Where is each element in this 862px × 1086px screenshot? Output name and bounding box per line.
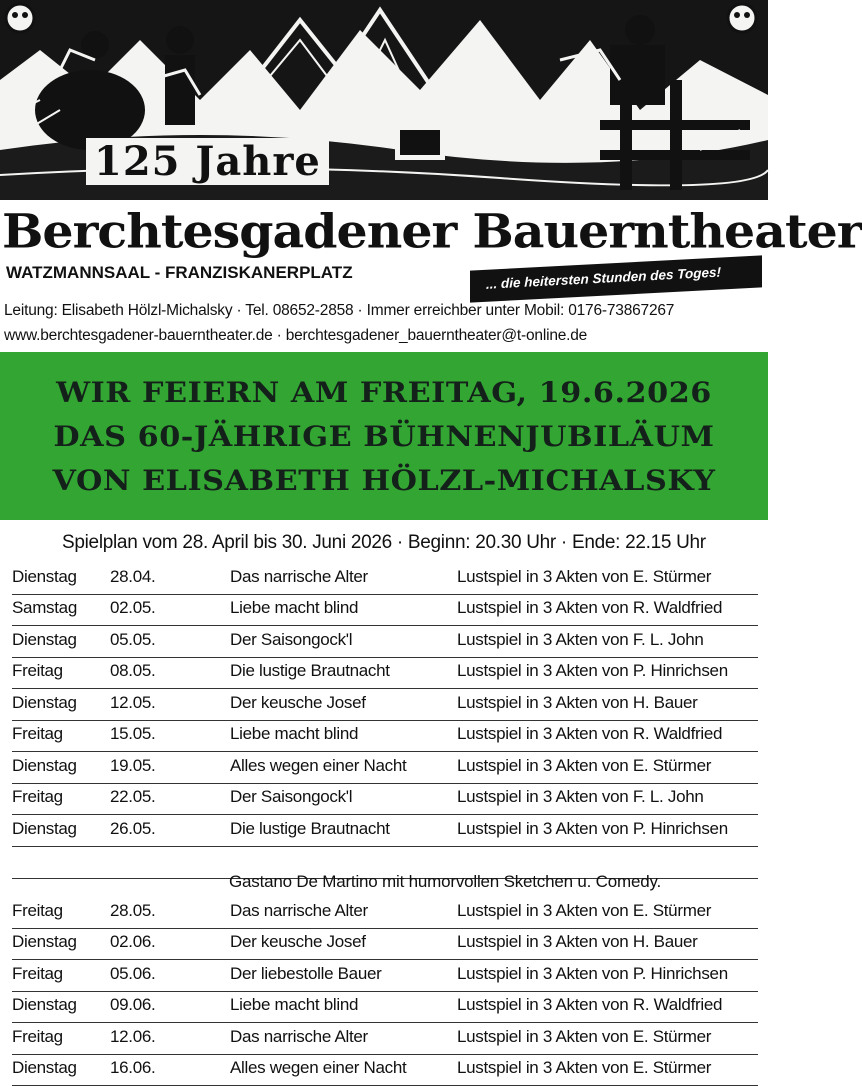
row-day: Dienstag [12, 819, 77, 838]
row-date: 02.05. [110, 598, 156, 617]
row-author: Lustspiel in 3 Akten von H. Bauer [457, 932, 698, 951]
row-author: Lustspiel in 3 Akten von R. Waldfried [457, 598, 723, 617]
row-author: Lustspiel in 3 Akten von R. Waldfried [457, 724, 723, 743]
row-day: Dienstag [12, 995, 77, 1014]
row-day: Dienstag [12, 693, 77, 712]
row-author: Lustspiel in 3 Akten von P. Hinrichsen [457, 819, 728, 838]
row-author: Lustspiel in 3 Akten von F. L. John [457, 787, 704, 806]
row-title: Der keusche Josef [230, 932, 366, 951]
special-event-note: Gastano De Martino mit humorvollen Sketchen u. Comedy. [229, 872, 662, 891]
row-date: 08.05. [110, 661, 156, 680]
table-row [12, 657, 758, 689]
table-row [12, 783, 758, 815]
venue-subtitle: WATZMANNSAAL - FRANZISKANERPLATZ [6, 263, 353, 282]
row-day: Dienstag [12, 932, 77, 951]
table-row [12, 626, 758, 658]
row-author: Lustspiel in 3 Akten von P. Hinrichsen [457, 661, 728, 680]
banner-line-3: VON ELISABETH HÖLZL-MICHALSKY [52, 464, 716, 497]
row-title: Das narrische Alter [230, 567, 368, 586]
row-date: 28.04. [110, 567, 156, 586]
table-row [12, 991, 758, 1023]
tagline-badge [470, 255, 762, 302]
table-row [12, 563, 758, 595]
row-day: Freitag [12, 1027, 63, 1046]
row-date: 22.05. [110, 787, 156, 806]
contact-web-line: www.berchtesgadener-bauerntheater.de · berchtesgadener_bauerntheater@t-online.de [4, 327, 588, 344]
table-row [12, 815, 758, 847]
row-day: Freitag [12, 964, 63, 983]
table-row [12, 897, 758, 929]
row-title: Das narrische Alter [230, 901, 368, 920]
row-author: Lustspiel in 3 Akten von H. Bauer [457, 693, 698, 712]
row-title: Das narrische Alter [230, 1027, 368, 1046]
row-day: Dienstag [12, 630, 77, 649]
row-day: Dienstag [12, 1058, 77, 1077]
row-date: 28.05. [110, 901, 156, 920]
table-row [12, 960, 758, 992]
row-date: 09.06. [110, 995, 156, 1014]
tagline-text: ... die heitersten Stunden des Toges! [486, 264, 722, 292]
row-title: Die lustige Brautnacht [230, 661, 390, 680]
row-date: 16.06. [110, 1058, 156, 1077]
banner-line-1: WIR FEIERN AM FREITAG, 19.6.2026 [56, 376, 712, 409]
row-author: Lustspiel in 3 Akten von F. L. John [457, 630, 704, 649]
row-title: Alles wegen einer Nacht [230, 1058, 407, 1077]
header-illustration [0, 0, 768, 200]
row-date: 05.05. [110, 630, 156, 649]
row-day: Dienstag [12, 756, 77, 775]
row-date: 12.05. [110, 693, 156, 712]
table-row [12, 1023, 758, 1055]
row-date: 12.06. [110, 1027, 156, 1046]
table-row [12, 720, 758, 752]
row-title: Die lustige Brautnacht [230, 819, 390, 838]
banner-line-2: DAS 60-JÄHRIGE BÜHNENJUBILÄUM [53, 420, 715, 453]
anniversary-label: 125 Jahre [86, 138, 329, 185]
row-author: Lustspiel in 3 Akten von E. Stürmer [457, 1027, 712, 1046]
jubilee-banner [0, 352, 768, 520]
table-row [12, 928, 758, 960]
row-date: 02.06. [110, 932, 156, 951]
contact-phone-line: Leitung: Elisabeth Hölzl-Michalsky · Tel. 08652-2858 · Immer erreichber unter Mobil: 0176-73867267 [4, 302, 675, 319]
row-date: 19.05. [110, 756, 156, 775]
row-day: Freitag [12, 787, 63, 806]
schedule-title: Spielplan vom 28. April bis 30. Juni 2026 · Beginn: 20.30 Uhr · Ende: 22.15 Uhr [62, 532, 706, 553]
row-author: Lustspiel in 3 Akten von E. Stürmer [457, 567, 712, 586]
row-day: Dienstag [12, 567, 77, 586]
row-title: Alles wegen einer Nacht [230, 756, 407, 775]
table-row [12, 689, 758, 721]
theater-logo-text: Berchtesgadener Bauerntheater [2, 204, 862, 260]
row-author: Lustspiel in 3 Akten von E. Stürmer [457, 1058, 712, 1077]
table-row [12, 752, 758, 784]
row-title: Der Saisongock'l [230, 787, 353, 806]
table-row [12, 1054, 758, 1086]
row-day: Samstag [12, 598, 77, 617]
row-date: 15.05. [110, 724, 156, 743]
row-title: Liebe macht blind [230, 995, 359, 1014]
row-day: Freitag [12, 661, 63, 680]
row-title: Der Saisongock'l [230, 630, 353, 649]
row-author: Lustspiel in 3 Akten von P. Hinrichsen [457, 964, 728, 983]
row-title: Liebe macht blind [230, 724, 359, 743]
row-day: Freitag [12, 901, 63, 920]
row-author: Lustspiel in 3 Akten von E. Stürmer [457, 901, 712, 920]
row-title: Liebe macht blind [230, 598, 359, 617]
row-title: Der liebestolle Bauer [230, 964, 382, 983]
row-date: 05.06. [110, 964, 156, 983]
row-date: 26.05. [110, 819, 156, 838]
row-title: Der keusche Josef [230, 693, 366, 712]
table-row [12, 594, 758, 626]
row-author: Lustspiel in 3 Akten von E. Stürmer [457, 756, 712, 775]
row-day: Freitag [12, 724, 63, 743]
row-author: Lustspiel in 3 Akten von R. Waldfried [457, 995, 723, 1014]
